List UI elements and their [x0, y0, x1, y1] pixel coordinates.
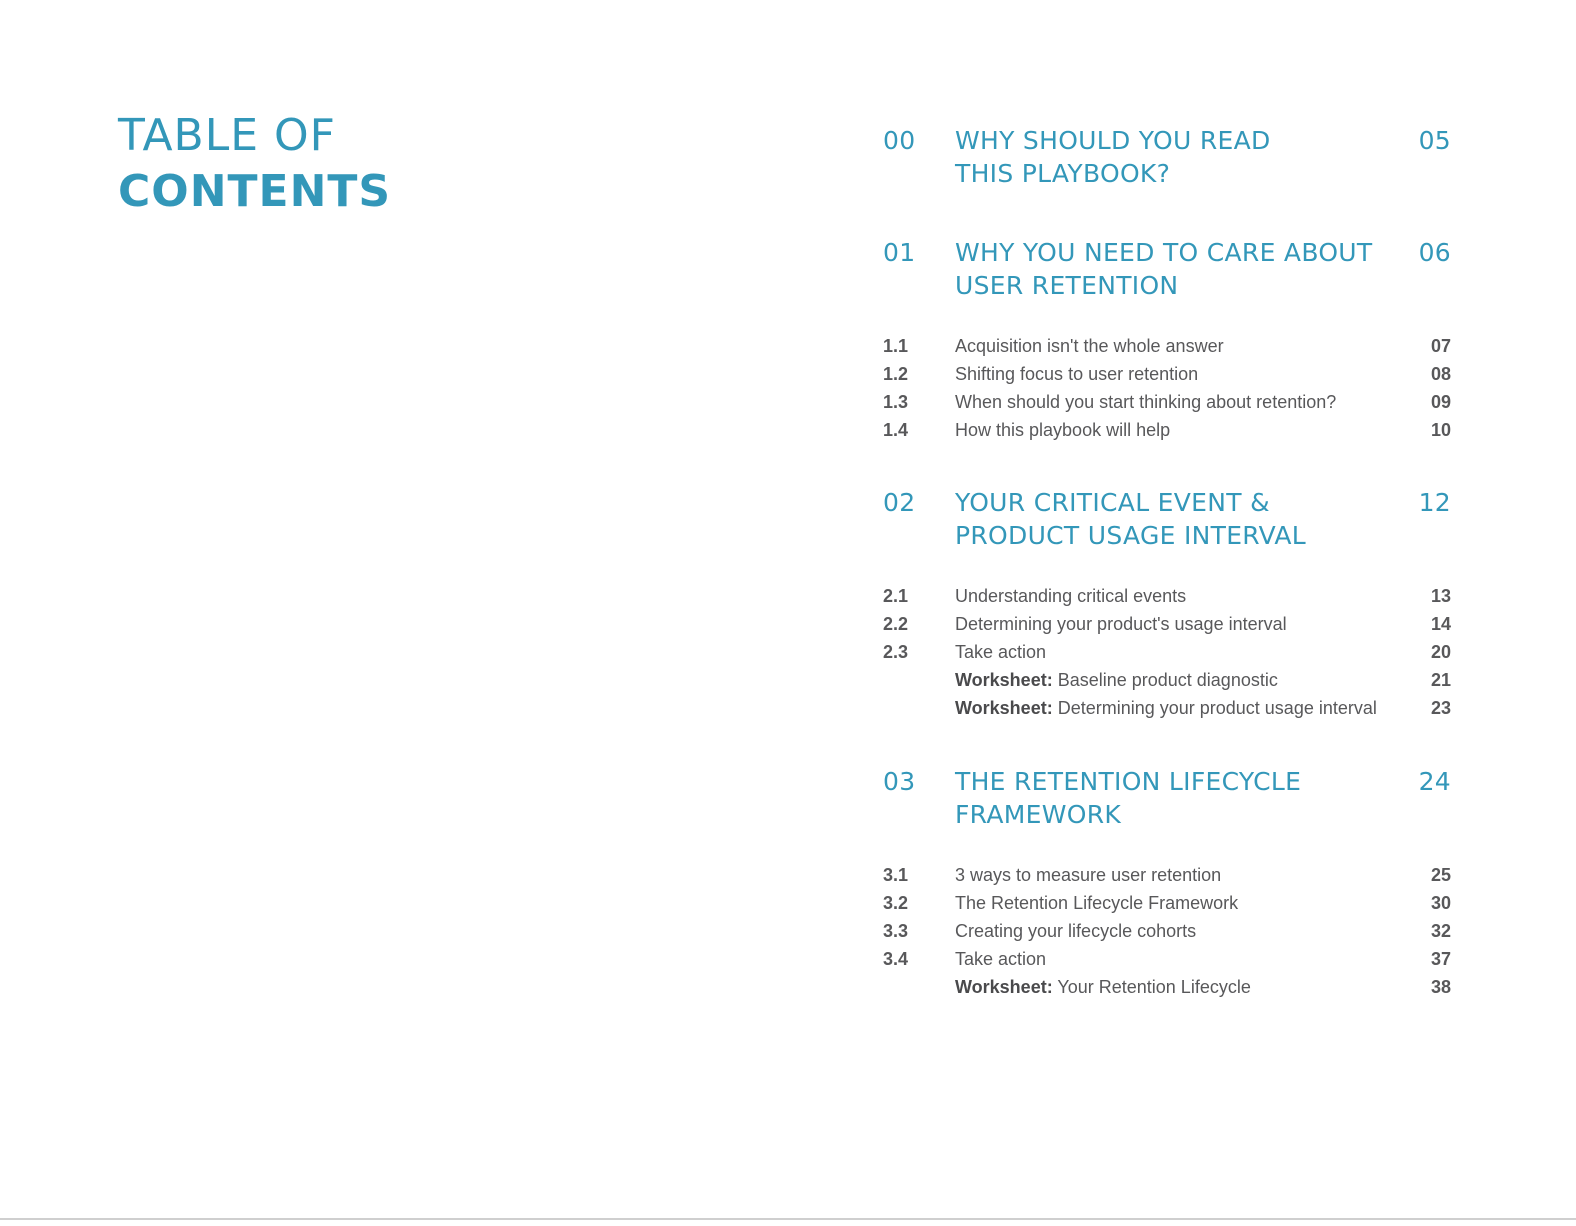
section-title-text: Shifting focus to user retention	[955, 364, 1199, 384]
section-number: 2.2	[883, 614, 909, 634]
section-title-text: The Retention Lifecycle Framework	[955, 893, 1239, 913]
chapter-heading	[883, 236, 1451, 302]
section-page-number: 08	[1430, 364, 1451, 384]
section-title-text: When should you start thinking about retention?	[955, 392, 1337, 412]
section-number: 1.4	[883, 420, 909, 440]
section-title-text: 3 ways to measure user retention	[955, 865, 1222, 885]
toc-entry-1-2[interactable]	[883, 360, 1451, 388]
worksheet-label: Worksheet:	[955, 698, 1053, 718]
toc-entry-2-1[interactable]	[883, 582, 1451, 610]
section-number: 3.2	[883, 893, 909, 913]
section-number: 1.1	[883, 336, 909, 356]
section-page-number: 30	[1430, 893, 1451, 913]
section-title	[955, 694, 1377, 722]
section-title-text: Take action	[955, 642, 1047, 662]
chapter-title-line: USER RETENTION	[955, 271, 1179, 300]
worksheet-label: Worksheet:	[955, 670, 1053, 690]
section-page-number: 10	[1430, 420, 1451, 440]
section-number: 3.3	[883, 921, 909, 941]
toc-entry-3-4[interactable]	[883, 945, 1451, 973]
chapter-heading	[883, 486, 1451, 552]
toc-entry-worksheet-lifecycle[interactable]	[883, 973, 1451, 1001]
chapter-title-line: PRODUCT USAGE INTERVAL	[955, 521, 1307, 550]
section-page-number: 23	[1430, 698, 1451, 718]
section-list	[883, 861, 1451, 1001]
toc-entry-2-2[interactable]	[883, 610, 1451, 638]
section-title	[955, 861, 1221, 889]
toc-entry-worksheet-usage-interval[interactable]	[883, 694, 1451, 722]
section-number: 2.3	[883, 642, 909, 662]
chapter-page-number: 24	[1418, 767, 1451, 796]
chapter-title	[955, 486, 1395, 552]
chapter-03[interactable]	[883, 765, 1451, 1001]
chapter-title	[955, 765, 1395, 831]
chapter-title-line: WHY YOU NEED TO CARE ABOUT	[955, 238, 1373, 267]
toc-entry-1-1[interactable]	[883, 332, 1451, 360]
chapter-title-line: THE RETENTION LIFECYCLE	[955, 767, 1302, 796]
section-title	[955, 332, 1224, 360]
section-page-number: 20	[1430, 642, 1451, 662]
toc-heading-line-1: TABLE OF	[118, 110, 336, 161]
section-title	[955, 582, 1186, 610]
worksheet-label: Worksheet:	[955, 977, 1053, 997]
toc-entry-worksheet-baseline[interactable]	[883, 666, 1451, 694]
toc-entry-3-2[interactable]	[883, 889, 1451, 917]
chapter-title-line: WHY SHOULD YOU READ	[955, 126, 1271, 155]
section-page-number: 32	[1430, 921, 1451, 941]
section-title-text: How this playbook will help	[955, 420, 1171, 440]
toc-heading-line-2: CONTENTS	[118, 166, 392, 217]
section-number: 1.3	[883, 392, 909, 412]
section-title	[955, 945, 1046, 973]
section-title	[955, 917, 1196, 945]
section-number: 3.4	[883, 949, 909, 969]
chapter-heading	[883, 124, 1451, 190]
section-number: 3.1	[883, 865, 909, 885]
toc-entry-2-3[interactable]	[883, 638, 1451, 666]
chapter-heading	[883, 765, 1451, 831]
chapter-title	[955, 124, 1395, 190]
chapter-page-number: 06	[1418, 238, 1451, 267]
chapter-title-line: THIS PLAYBOOK?	[955, 159, 1171, 188]
chapter-00[interactable]	[883, 124, 1451, 190]
section-title-text: Your Retention Lifecycle	[1052, 977, 1251, 997]
chapter-title-line: YOUR CRITICAL EVENT &	[955, 488, 1270, 517]
toc-entry-3-1[interactable]	[883, 861, 1451, 889]
section-title	[955, 638, 1046, 666]
chapter-title-line: FRAMEWORK	[955, 800, 1122, 829]
section-title-text: Understanding critical events	[955, 586, 1187, 606]
section-list	[883, 582, 1451, 722]
section-page-number: 21	[1430, 670, 1451, 690]
section-page-number: 13	[1430, 586, 1451, 606]
toc-heading	[118, 108, 391, 220]
chapter-number: 02	[883, 488, 916, 517]
section-title	[955, 360, 1198, 388]
section-list	[883, 332, 1451, 444]
chapter-02[interactable]	[883, 486, 1451, 722]
section-page-number: 07	[1430, 336, 1451, 356]
section-title	[955, 973, 1251, 1001]
section-title	[955, 666, 1278, 694]
chapter-number: 03	[883, 767, 916, 796]
section-title	[955, 388, 1336, 416]
toc-entry-3-3[interactable]	[883, 917, 1451, 945]
page-bottom-divider	[0, 1218, 1576, 1220]
chapter-01[interactable]	[883, 236, 1451, 444]
section-number: 1.2	[883, 364, 909, 384]
section-page-number: 37	[1430, 949, 1451, 969]
section-title-text: Baseline product diagnostic	[1052, 670, 1278, 690]
section-page-number: 38	[1430, 977, 1451, 997]
section-page-number: 14	[1430, 614, 1451, 634]
section-page-number: 09	[1430, 392, 1451, 412]
chapter-page-number: 05	[1418, 126, 1451, 155]
toc-entry-1-4[interactable]	[883, 416, 1451, 444]
section-title	[955, 610, 1287, 638]
section-title	[955, 889, 1238, 917]
section-title-text: Determining your product's usage interval	[955, 614, 1287, 634]
section-page-number: 25	[1430, 865, 1451, 885]
section-title	[955, 416, 1170, 444]
chapter-number: 00	[883, 126, 916, 155]
toc-entry-1-3[interactable]	[883, 388, 1451, 416]
section-title-text: Determining your product usage interval	[1052, 698, 1377, 718]
chapter-title	[955, 236, 1395, 302]
section-number: 2.1	[883, 586, 909, 606]
chapter-page-number: 12	[1418, 488, 1451, 517]
section-title-text: Take action	[955, 949, 1047, 969]
section-title-text: Acquisition isn't the whole answer	[955, 336, 1224, 356]
section-title-text: Creating your lifecycle cohorts	[955, 921, 1197, 941]
chapter-number: 01	[883, 238, 916, 267]
